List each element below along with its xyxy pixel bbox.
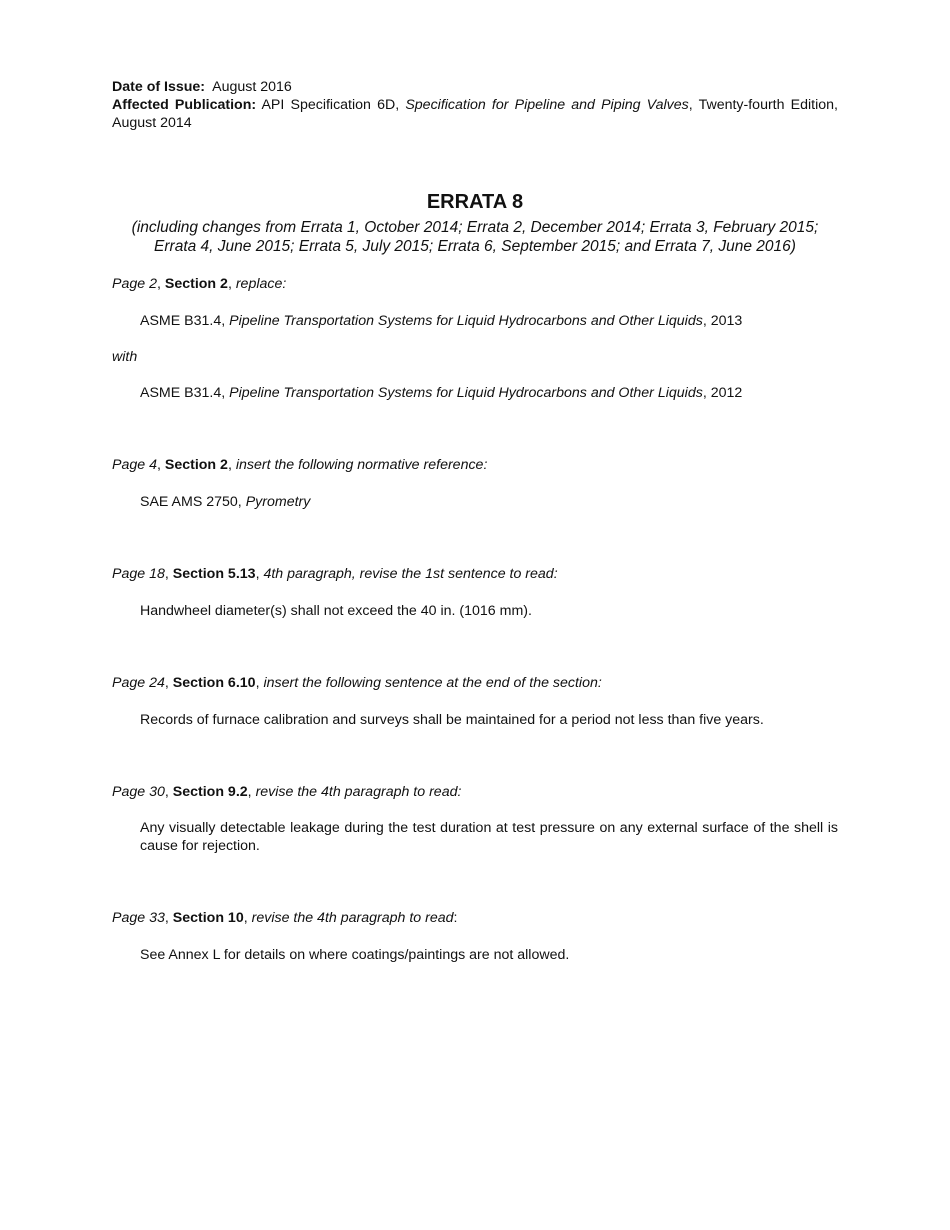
- entry-text: Handwheel diameter(s) shall not exceed the 40 in. (1016 mm).: [140, 603, 532, 619]
- old-reference-suffix: , 2013: [702, 313, 743, 329]
- entry-page: Page 30: [112, 784, 165, 800]
- entry-instruction-colon: :: [453, 910, 458, 926]
- errata-page: [112, 78, 838, 964]
- errata-subtitle-line-1: (including changes from Errata 1, October 2014; Errata 2, December 2014; Errata 3, February 2015;: [131, 219, 819, 236]
- entry-instruction: revise the 4th paragraph to read:: [255, 784, 462, 800]
- entry-instruction: insert the following normative reference:: [235, 457, 488, 473]
- entry-page-4: [112, 456, 838, 511]
- new-reference-prefix: ASME B31.4,: [140, 385, 226, 401]
- entry-page-24: [112, 674, 838, 729]
- entry-old-text: [140, 312, 838, 330]
- publication-suffix: , Twenty-fourth Edition, August 2014: [112, 97, 838, 131]
- entry-page: Page 33: [112, 910, 165, 926]
- errata-title: ERRATA 8: [426, 191, 524, 213]
- entry-instruction: replace:: [235, 276, 287, 292]
- entry-section: Section 6.10: [172, 675, 256, 691]
- publication-label: Affected Publication:: [112, 97, 257, 113]
- entry-new-text: [140, 384, 838, 402]
- entry-heading: Page 30, Section 9.2, revise the 4th paragraph to read:: [112, 784, 462, 800]
- entry-text: See Annex L for details on where coatings/paintings are not allowed.: [140, 947, 570, 963]
- entry-heading: Page 24, Section 6.10, insert the following sentence at the end of the section:: [112, 675, 602, 691]
- errata-subtitle-line-2: Errata 4, June 2015; Errata 5, July 2015; Errata 6, September 2015; and Errata 7, June 2016): [154, 238, 796, 255]
- reference-prefix: SAE AMS 2750,: [140, 494, 242, 510]
- entry-page-18: [112, 565, 838, 620]
- entry-heading: Page 18, Section 5.13, 4th paragraph, revise the 1st sentence to read:: [112, 566, 558, 582]
- date-value: August 2016: [212, 79, 292, 95]
- old-reference-prefix: ASME B31.4,: [140, 313, 226, 329]
- entry-instruction: revise the 4th paragraph to read: [251, 910, 454, 926]
- entry-page: Page 18: [112, 566, 165, 582]
- entry-section: Section 5.13: [172, 566, 256, 582]
- entry-heading: Page 2, Section 2, replace:: [112, 276, 287, 292]
- entry-instruction: insert the following sentence at the end of the section:: [263, 675, 602, 691]
- entry-page: Page 24: [112, 675, 165, 691]
- date-of-issue: [112, 78, 838, 96]
- new-reference-title: Pipeline Transportation Systems for Liquid Hydrocarbons and Other Liquids: [229, 385, 703, 401]
- entry-section: Section 2: [164, 457, 228, 473]
- entry-heading: Page 33, Section 10, revise the 4th paragraph to read:: [112, 910, 458, 926]
- entry-text: [140, 493, 838, 511]
- date-label: Date of Issue:: [112, 79, 206, 95]
- title-block: [112, 190, 838, 256]
- entry-text: Records of furnace calibration and surveys shall be maintained for a period not less than five years.: [140, 712, 764, 728]
- entry-page: Page 4: [112, 457, 157, 473]
- with-label: with: [112, 349, 138, 365]
- affected-publication: [112, 96, 838, 132]
- reference-title: Pyrometry: [245, 494, 311, 510]
- entry-section: Section 9.2: [172, 784, 248, 800]
- old-reference-title: Pipeline Transportation Systems for Liquid Hydrocarbons and Other Liquids: [229, 313, 703, 329]
- entry-text: Any visually detectable leakage during the test duration at test pressure on any external surface of the shell is cause for rejection.: [140, 820, 838, 854]
- entry-page-2: [112, 275, 838, 402]
- entry-page-33: [112, 909, 838, 964]
- entry-page-30: [112, 783, 838, 855]
- entry-page: Page 2: [112, 276, 157, 292]
- entry-section: Section 10: [172, 910, 244, 926]
- entry-instruction: 4th paragraph, revise the 1st sentence to read:: [263, 566, 558, 582]
- publication-prefix: API Specification 6D,: [261, 97, 400, 113]
- entry-section: Section 2: [164, 276, 228, 292]
- publication-title: Specification for Pipeline and Piping Valves: [405, 97, 689, 113]
- entry-heading: Page 4, Section 2, insert the following normative reference:: [112, 457, 488, 473]
- new-reference-suffix: , 2012: [702, 385, 743, 401]
